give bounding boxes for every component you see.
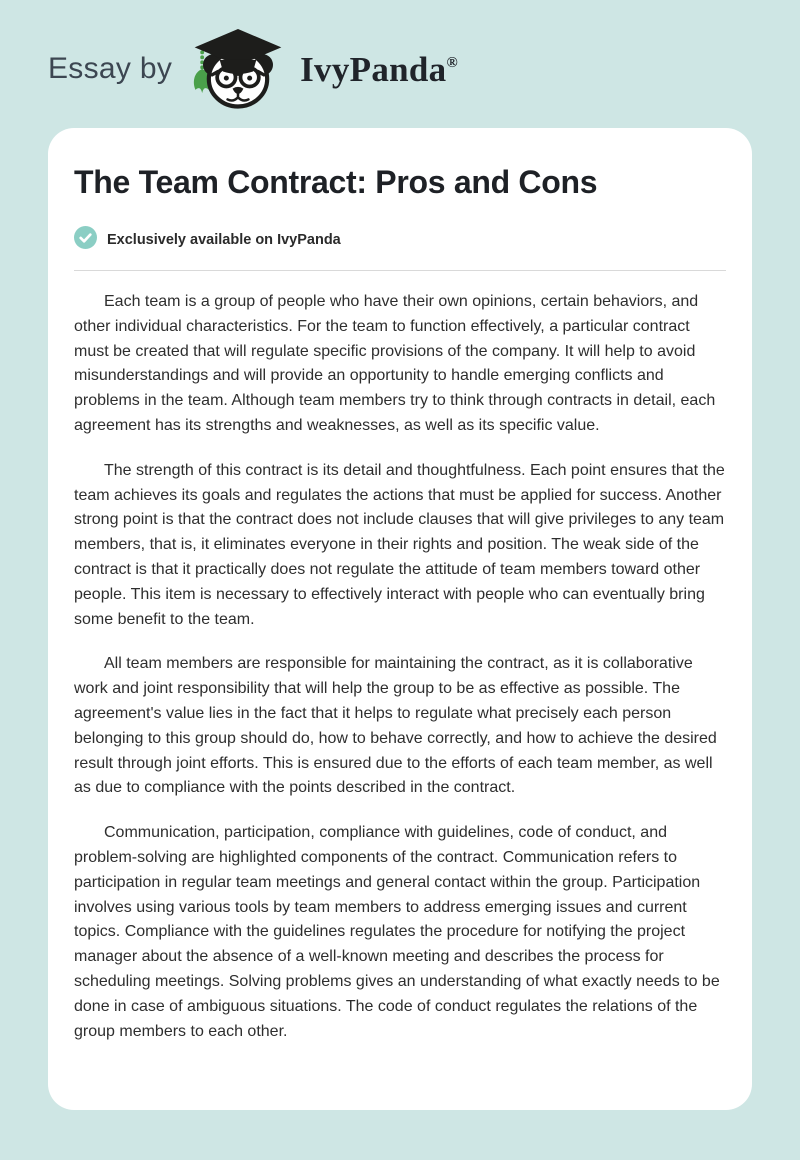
essay-card [48,128,752,1110]
exclusive-badge [74,226,726,254]
essay-paragraph-4: Communication, participation, compliance with guidelines, code of conduct, and problem-solving are highlighted components of the contract. Communication refers to participation in regular team meetings and general contact within the group. Participation involves using various tools by team members to address emerging issues and current topics. Compliance with the guidelines regulates the procedure for notifying the project manager about the absence of a well-known meeting and describes the process for scheduling meetings. Solving problems gives an understanding of what exactly needs to be done in case of ambiguous situations. The code of conduct regulates the relations of the group members to each other. [74,824,720,1040]
check-icon [74,226,97,254]
divider [74,270,726,271]
ivypanda-logo-icon[interactable] [184,27,288,111]
essay-paragraph-2: The strength of this contract is its detail and thoughtfulness. Each point ensures that the team achieves its goals and regulates the actions that must be applied for success. Another strong point is that the contract does not include clauses that will give privileges to any team members, that is, it eliminates everyone in their rights and position. The weak side of the contract is that it practically does not regulate the attitude of team members toward other people. This item is necessary to effectively interact with people who can eventually bring some benefit to the team. [74,461,725,628]
essay-paragraph-1: Each team is a group of people who have their own opinions, certain behaviors, and other individual characteristics. For the team to function effectively, a particular contract must be created that will regulate specific provisions of the company. It will help to avoid misunderstandings and will provide an opportunity to handle emerging conflicts and problems in the team. Although team members try to think through contracts in detail, each agreement has its strengths and weaknesses, as well as its specific value. [74,293,716,434]
exclusive-badge-label: Exclusively available on IvyPanda [107,232,341,248]
brand-wordmark[interactable]: IvyPanda® [300,49,458,89]
page-header [0,0,800,112]
essay-by-label: Essay by [48,52,173,85]
registered-mark: ® [446,54,458,71]
essay-paragraph-3: All team members are responsible for maintaining the contract, as it is collaborative work and joint responsibility that will help the group to be as effective as possible. The agreement's value lies in the fact that it helps to regulate what precisely each person belonging to this group should do, how to behave correctly, and how to achieve the desired result through joint efforts. This is ensured due to the efforts of each team member, as well as due to compliance with the points described in the contract. [74,655,717,797]
essay-body [74,290,726,1044]
essay-title: The Team Contract: Pros and Cons [74,164,598,200]
